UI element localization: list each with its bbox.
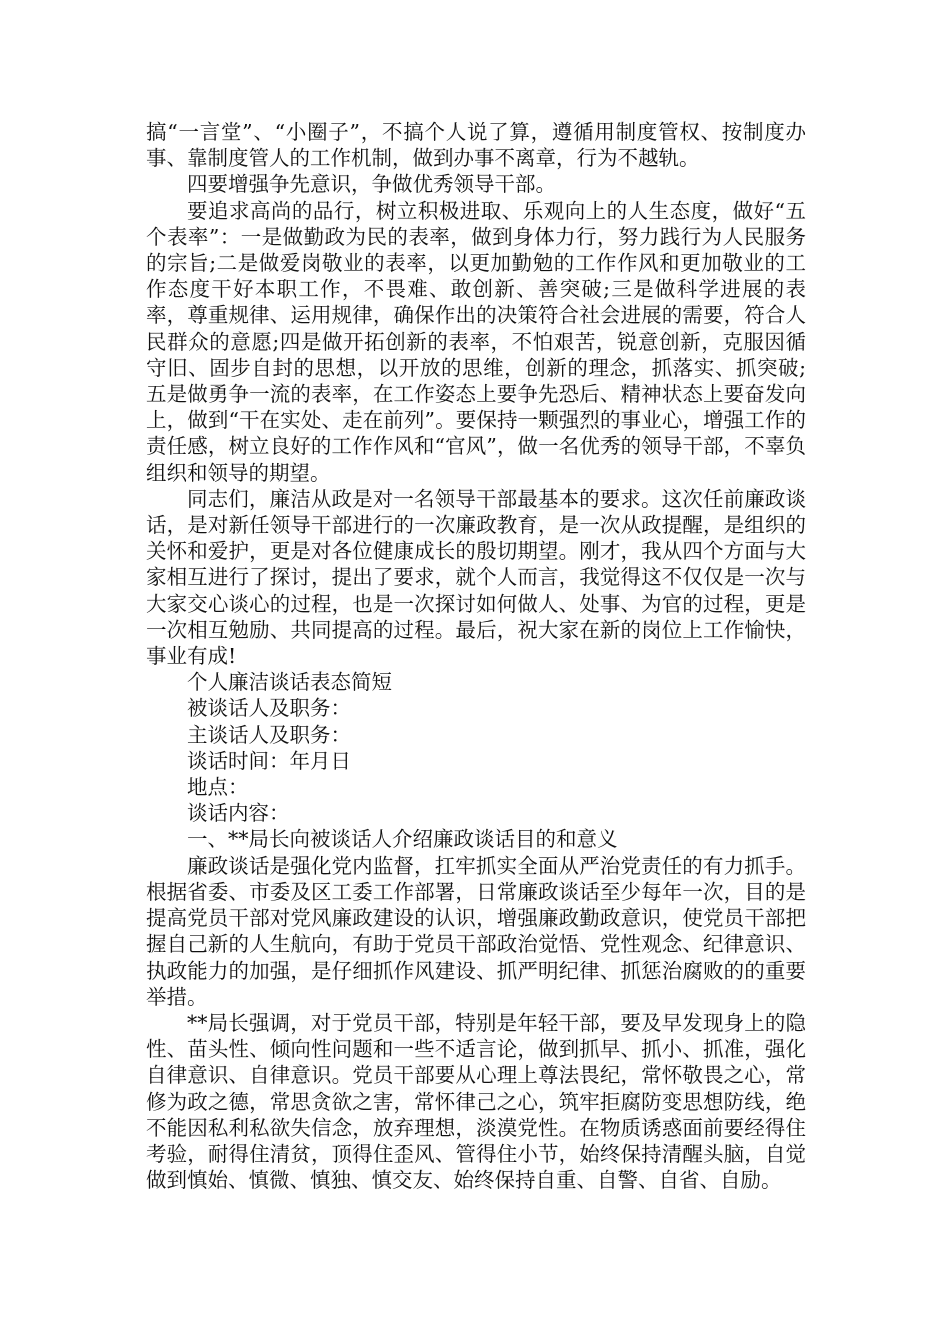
field-interviewee: 被谈话人及职务： [187, 696, 351, 721]
paragraph-2-heading: 四要增强争先意识，争做优秀领导干部。 [187, 172, 556, 197]
paragraph-3: 要追求高尚的品行，树立积极进取、乐观向上的人生态度，做好“五个表率”：一是做勤政为民的表率，做到身体力行，努力践行为人民服务的宗旨;二是做爱岗敬业的表率，以更加勤勉的工作作风和更加敬业的工作态度干好本职工作，不畏难、敢创新、善突破;三是做科学进展的表率，尊重规律、运用规律，确保作出的决策符合社会进展的需要，符合人民群众的意愿;四是做开拓创新的表率，不怕艰苦，锐意创新，克服因循守旧、固步自封的思想，以开放的思维，创新的理念，抓落实、抓突破;五是做勇争一流的表率，在工作姿态上要争先恐后、精神状态上要奋发向上，做到“干在实处、走在前列”。要保持一颗强烈的事业心，增强工作的责任感，树立良好的工作作风和“官风”，做一名优秀的领导干部，不辜负组织和领导的期望。 [146, 198, 806, 485]
field-content: 谈话内容： [187, 801, 290, 826]
paragraph-6: **局长强调，对于党员干部，特别是年轻干部，要及早发现身上的隐性、苗头性、倾向性问题和一些不适言论，做到抓早、抓小、抓准，强化自律意识、自律意识。党员干部要从心理上尊法畏纪，常怀敬畏之心，常修为政之德，常思贪欲之害，常怀律己之心，筑牢拒腐防变思想防线，绝不能因私利私欲失信念，放弃理想，淡漠党性。在物质诱惑面前要经得住考验，耐得住清贫，顶得住歪风、管得住小节，始终保持清醒头脑，自觉做到慎始、慎微、慎独、慎交友、始终保持自重、自警、自省、自励。 [146, 1010, 806, 1193]
subheading-1: 一、**局长向被谈话人介绍廉政谈话目的和意义 [187, 827, 618, 852]
field-location: 地点： [187, 775, 249, 800]
document-body [146, 119, 806, 1193]
field-interviewer: 主谈话人及职务： [187, 722, 351, 747]
paragraph-1: 搞“一言堂”、“小圈子”，不搞个人说了算，遵循用制度管权、按制度办事、靠制度管人的工作机制，做到办事不离章，行为不越轨。 [146, 120, 806, 171]
field-time: 谈话时间：年月日 [187, 748, 351, 773]
paragraph-5: 廉政谈话是强化党内监督，扛牢抓实全面从严治党责任的有力抓手。根据省委、市委及区工委工作部署，日常廉政谈话至少每年一次，目的是提高党员干部对党风廉政建设的认识，增强廉政勤政意识，使党员干部把握自己新的人生航向，有助于党员干部政治觉悟、党性观念、纪律意识、执政能力的加强，是仔细抓作风建设、抓严明纪律、抓惩治腐败的的重要举措。 [146, 853, 806, 1009]
section-title: 个人廉洁谈话表态简短 [187, 670, 392, 695]
paragraph-4: 同志们，廉洁从政是对一名领导干部最基本的要求。这次任前廉政谈话，是对新任领导干部进行的一次廉政教育，是一次从政提醒，是组织的关怀和爱护，更是对各位健康成长的殷切期望。刚才，我从四个方面与大家相互进行了探讨，提出了要求，就个人而言，我觉得这不仅仅是一次与大家交心谈心的过程，也是一次探讨如何做人、处事、为官的过程，更是一次相互勉励、共同提高的过程。最后，祝大家在新的岗位上工作愉快，事业有成! [146, 486, 806, 669]
